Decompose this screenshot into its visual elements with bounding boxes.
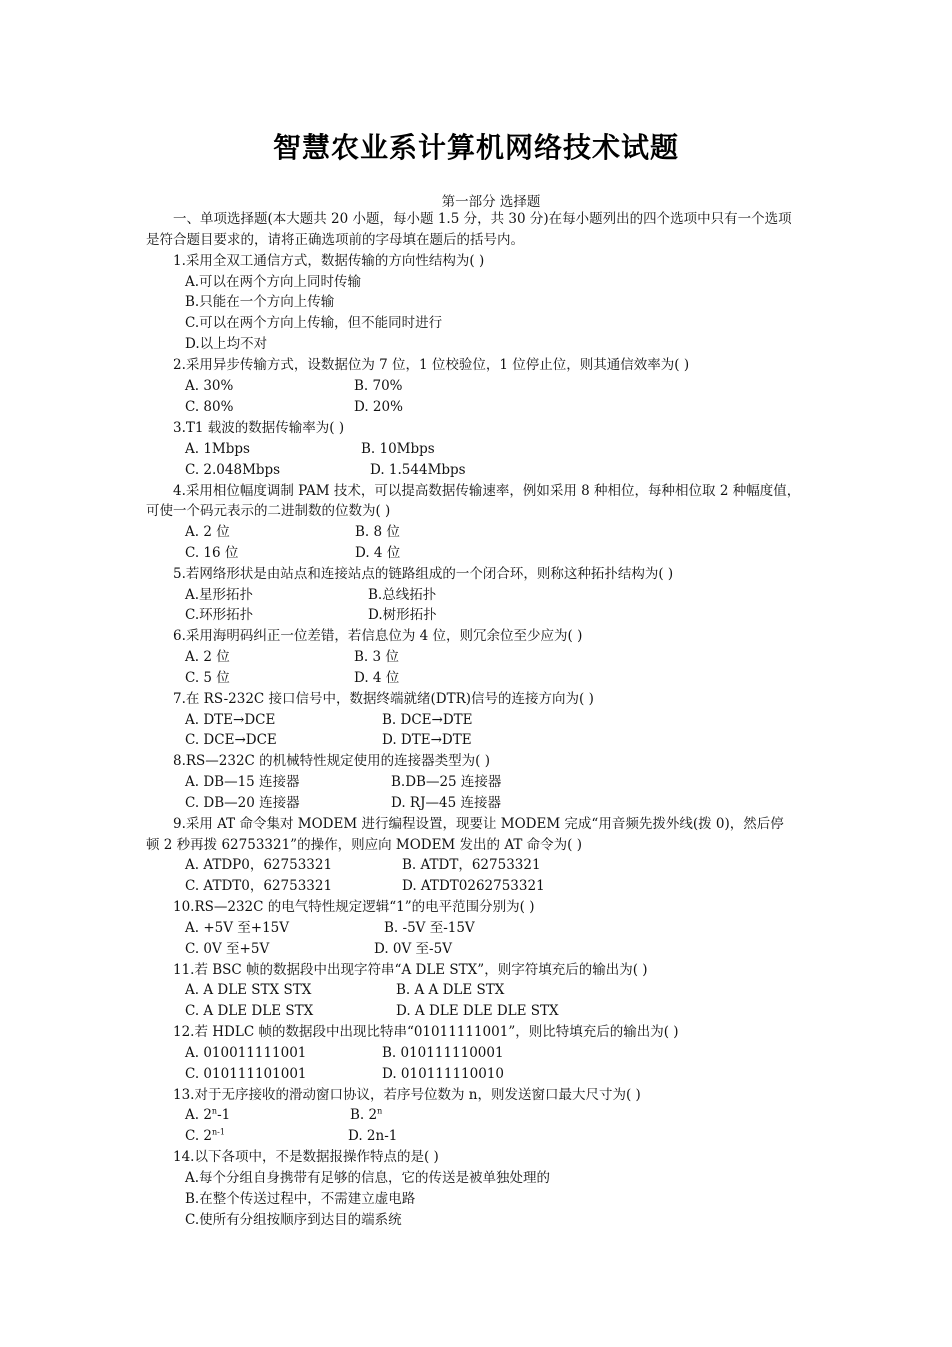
question-13-option-d: D. 2n-1 [348,1128,398,1144]
question-8-stem: 8.RS—232C 的机械特性规定使用的连接器类型为( ) [173,753,491,769]
question-13-option-c-exponent: n-1 [212,1127,225,1137]
question-10-stem: 10.RS—232C 的电气特性规定逻辑“1”的电平范围分别为( ) [173,899,535,915]
page-title: 智慧农业系计算机网络技术试题 [272,131,679,164]
question-7-option-a: A. DTE→DCE [185,712,276,728]
question-7-option-c: C. DCE→DCE [185,732,277,748]
question-12-option-b: B. 010111110001 [382,1045,504,1061]
section-intro-line-2: 是符合题目要求的，请将正确选项前的字母填在题后的括号内。 [146,232,524,248]
question-3-option-c: C. 2.048Mbps [185,462,281,478]
question-12-option-a: A. 010011111001 [185,1045,307,1061]
question-6-option-c: C. 5 位 [185,670,230,686]
question-10-option-d: D. 0V 至-5V [374,941,452,957]
question-11-option-d: D. A DLE DLE DLE STX [396,1003,559,1019]
question-3-option-a: A. 1Mbps [185,441,250,457]
question-12-stem: 12.若 HDLC 帧的数据段中出现比特串“01011111001”，则比特填充后的输出为( ) [173,1024,679,1040]
question-13-option-b-exponent: n [377,1106,383,1116]
question-3-option-b: B. 10Mbps [361,441,435,457]
question-13-option-c [185,1127,225,1145]
question-9-stem-line-2: 顿 2 秒再拨 62753321”的操作，则应向 MODEM 发出的 AT 命令为( ) [146,837,582,853]
question-5-stem: 5.若网络形状是由站点和连接站点的链路组成的一个闭合环，则称这种拓扑结构为( ) [173,566,674,582]
question-4-stem-line-1: 4.采用相位幅度调制 PAM 技术，可以提高数据传输速率，例如采用 8 种相位，每种相位取 2 种幅度值， [173,483,801,499]
question-7-stem: 7.在 RS-232C 接口信号中，数据终端就绪(DTR)信号的连接方向为( ) [173,691,594,707]
question-4-option-b: B. 8 位 [355,524,400,540]
question-9-option-c: C. ATDT0，62753321 [185,878,333,894]
question-2-stem: 2.采用异步传输方式，设数据位为 7 位，1 位校验位，1 位停止位，则其通信效率为( ) [173,357,690,373]
question-10-option-b: B. -5V 至-15V [384,920,475,936]
question-10-option-c: C. 0V 至+5V [185,941,270,957]
question-11-option-c: C. A DLE DLE STX [185,1003,314,1019]
question-13-option-a-tail: -1 [217,1107,231,1123]
question-6-option-b: B. 3 位 [354,649,399,665]
question-13-option-a-base: A. 2 [185,1107,212,1123]
question-1-option-c: C.可以在两个方向上传输，但不能同时进行 [185,315,443,331]
question-8-option-a: A. DB—15 连接器 [185,774,300,790]
question-5-option-d: D.树形拓扑 [368,607,437,623]
question-13-option-a [185,1106,230,1124]
question-4-stem-line-2: 可使一个码元表示的二进制数的位数为( ) [146,503,391,519]
question-3-option-d: D. 1.544Mbps [370,462,466,478]
question-13-option-a-exponent: n [211,1106,218,1116]
question-4-option-c: C. 16 位 [185,545,239,561]
section-intro-line-1: 一、单项选择题(本大题共 20 小题，每小题 1.5 分，共 30 分)在每小题列出的四个选项中只有一个选项 [173,211,792,227]
question-10-option-a: A. +5V 至+15V [185,920,290,936]
question-2-option-c: C. 80% [185,399,234,415]
question-3-stem: 3.T1 载波的数据传输率为( ) [173,420,345,436]
question-11-stem: 11.若 BSC 帧的数据段中出现字符串“A DLE STX”，则字符填充后的输出为( ) [173,962,648,978]
question-5-option-b: B.总线拓扑 [368,587,437,603]
question-13-stem: 13.对于无序接收的滑动窗口协议，若序号位数为 n，则发送窗口最大尺寸为( ) [173,1087,641,1103]
part-heading: 第一部分 选择题 [441,194,541,210]
question-9-option-b: B. ATDT，62753321 [402,857,541,873]
question-5-option-a: A.星形拓扑 [185,587,254,603]
question-8-option-c: C. DB—20 连接器 [185,795,300,811]
question-9-option-a: A. ATDP0，62753321 [185,857,333,873]
question-1-option-d: D.以上均不对 [185,336,268,352]
question-1-option-a: A.可以在两个方向上同时传输 [185,274,362,290]
question-1-stem: 1.采用全双工通信方式，数据传输的方向性结构为( ) [173,253,485,269]
question-6-stem: 6.采用海明码纠正一位差错，若信息位为 4 位，则冗余位至少应为( ) [173,628,583,644]
question-2-option-b: B. 70% [354,378,403,394]
question-13-option-b-base: B. 2 [350,1107,378,1123]
question-14-option-a: A.每个分组自身携带有足够的信息，它的传送是被单独处理的 [185,1170,551,1186]
question-12-option-c: C. 010111101001 [185,1066,307,1082]
question-13-option-c-base: C. 2 [185,1128,213,1144]
question-6-option-a: A. 2 位 [185,649,230,665]
question-14-stem: 14.以下各项中，不是数据报操作特点的是( ) [173,1149,439,1165]
question-8-option-d: D. RJ—45 连接器 [391,795,501,811]
question-5-option-c: C.环形拓扑 [185,607,254,623]
question-2-option-a: A. 30% [185,378,234,394]
question-14-option-b: B.在整个传送过程中，不需建立虚电路 [185,1191,416,1207]
question-14-option-c: C.使所有分组按顺序到达目的端系统 [185,1212,402,1228]
question-9-option-d: D. ATDT0262753321 [402,878,545,894]
question-1-option-b: B.只能在一个方向上传输 [185,294,335,310]
question-11-option-a: A. A DLE STX STX [185,982,312,998]
question-7-option-d: D. DTE→DTE [382,732,472,748]
question-2-option-d: D. 20% [354,399,403,415]
question-7-option-b: B. DCE→DTE [382,712,473,728]
question-4-option-a: A. 2 位 [185,524,230,540]
question-12-option-d: D. 010111110010 [382,1066,504,1082]
question-4-option-d: D. 4 位 [355,545,401,561]
question-13-option-b [350,1106,382,1124]
question-11-option-b: B. A A DLE STX [396,982,505,998]
question-6-option-d: D. 4 位 [354,670,400,686]
question-9-stem-line-1: 9.采用 AT 命令集对 MODEM 进行编程设置，现要让 MODEM 完成“用音频先拨外线(拨 0)，然后停 [173,816,784,832]
question-8-option-b: B.DB—25 连接器 [391,774,502,790]
